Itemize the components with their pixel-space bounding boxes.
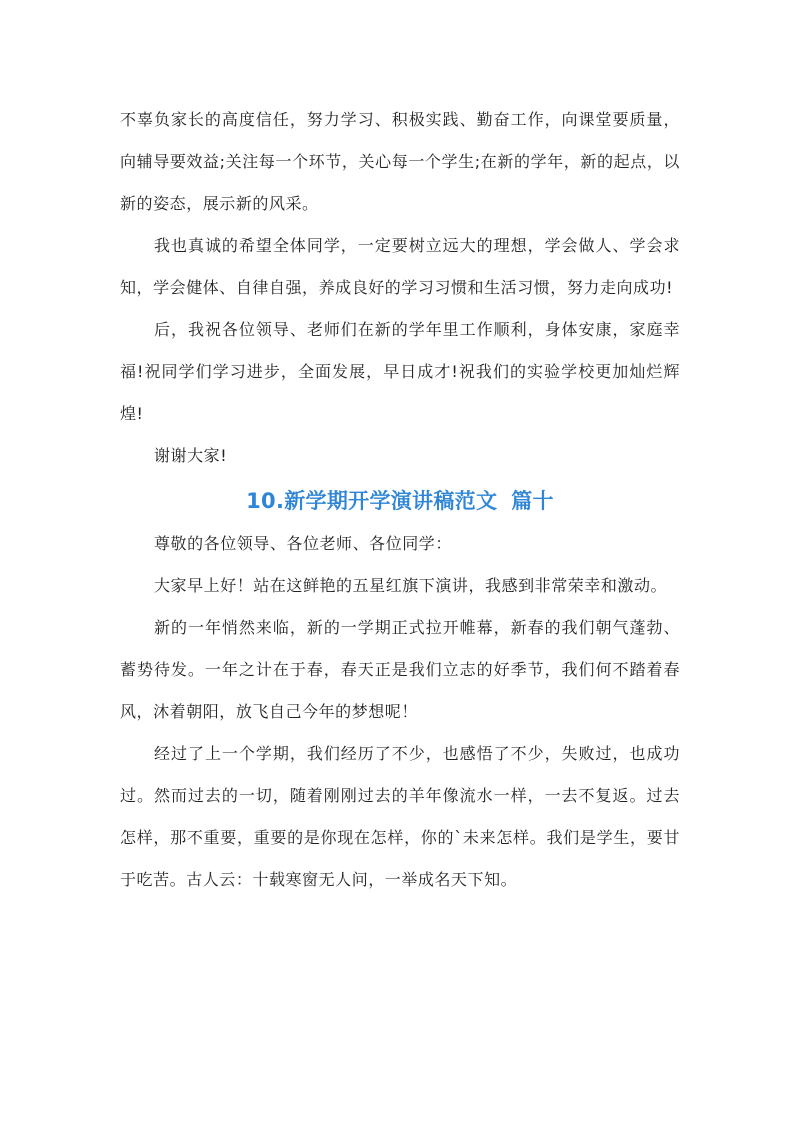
paragraph-past-semester: 经过了上一个学期，我们经历了不少，也感悟了不少，失败过，也成功过。然而过去的一切，随着刚刚过去的羊年像流水一样，一去不复返。过去怎样，那不重要，重要的是你现在怎样，你的`未来怎样。我们是学生，要甘于吃苦。古人云：十载寒窗无人问，一举成名天下知。 (120, 744, 680, 889)
section-heading-title: 10.新学期开学演讲稿范文 (246, 489, 498, 513)
paragraph-thanks: 谢谢大家! (154, 446, 228, 465)
paragraph-continuation: 不辜负家长的高度信任，努力学习、积极实践、勤奋工作，向课堂要质量，向辅导要效益;关注每一个环节，关心每一个学生;在新的学年，新的起点，以新的姿态，展示新的风采。 (120, 110, 680, 213)
section-heading-suffix: 篇十 (511, 489, 554, 513)
paragraph-salutation: 尊敬的各位领导、各位老师、各位同学： (154, 534, 452, 553)
document-page (120, 99, 680, 901)
section-heading (120, 479, 680, 523)
paragraph-wish-students: 我也真诚的希望全体同学，一定要树立远大的理想，学会做人、学会求知，学会健体、自律自强，养成良好的学习习惯和生活习惯，努力走向成功! (120, 236, 680, 297)
paragraph-blessing: 后，我祝各位领导、老师们在新的学年里工作顺利，身体安康，家庭幸福!祝同学们学习进步，全面发展，早日成才!祝我们的实验学校更加灿烂辉煌! (120, 320, 680, 423)
paragraph-greeting: 大家早上好！站在这鲜艳的五星红旗下演讲，我感到非常荣幸和激动。 (154, 576, 668, 595)
paragraph-new-year: 新的一年悄然来临，新的一学期正式拉开帷幕，新春的我们朝气蓬勃、蓄势待发。一年之计在于春，春天正是我们立志的好季节，我们何不踏着春风，沐着朝阳，放飞自己今年的梦想呢！ (120, 618, 680, 721)
